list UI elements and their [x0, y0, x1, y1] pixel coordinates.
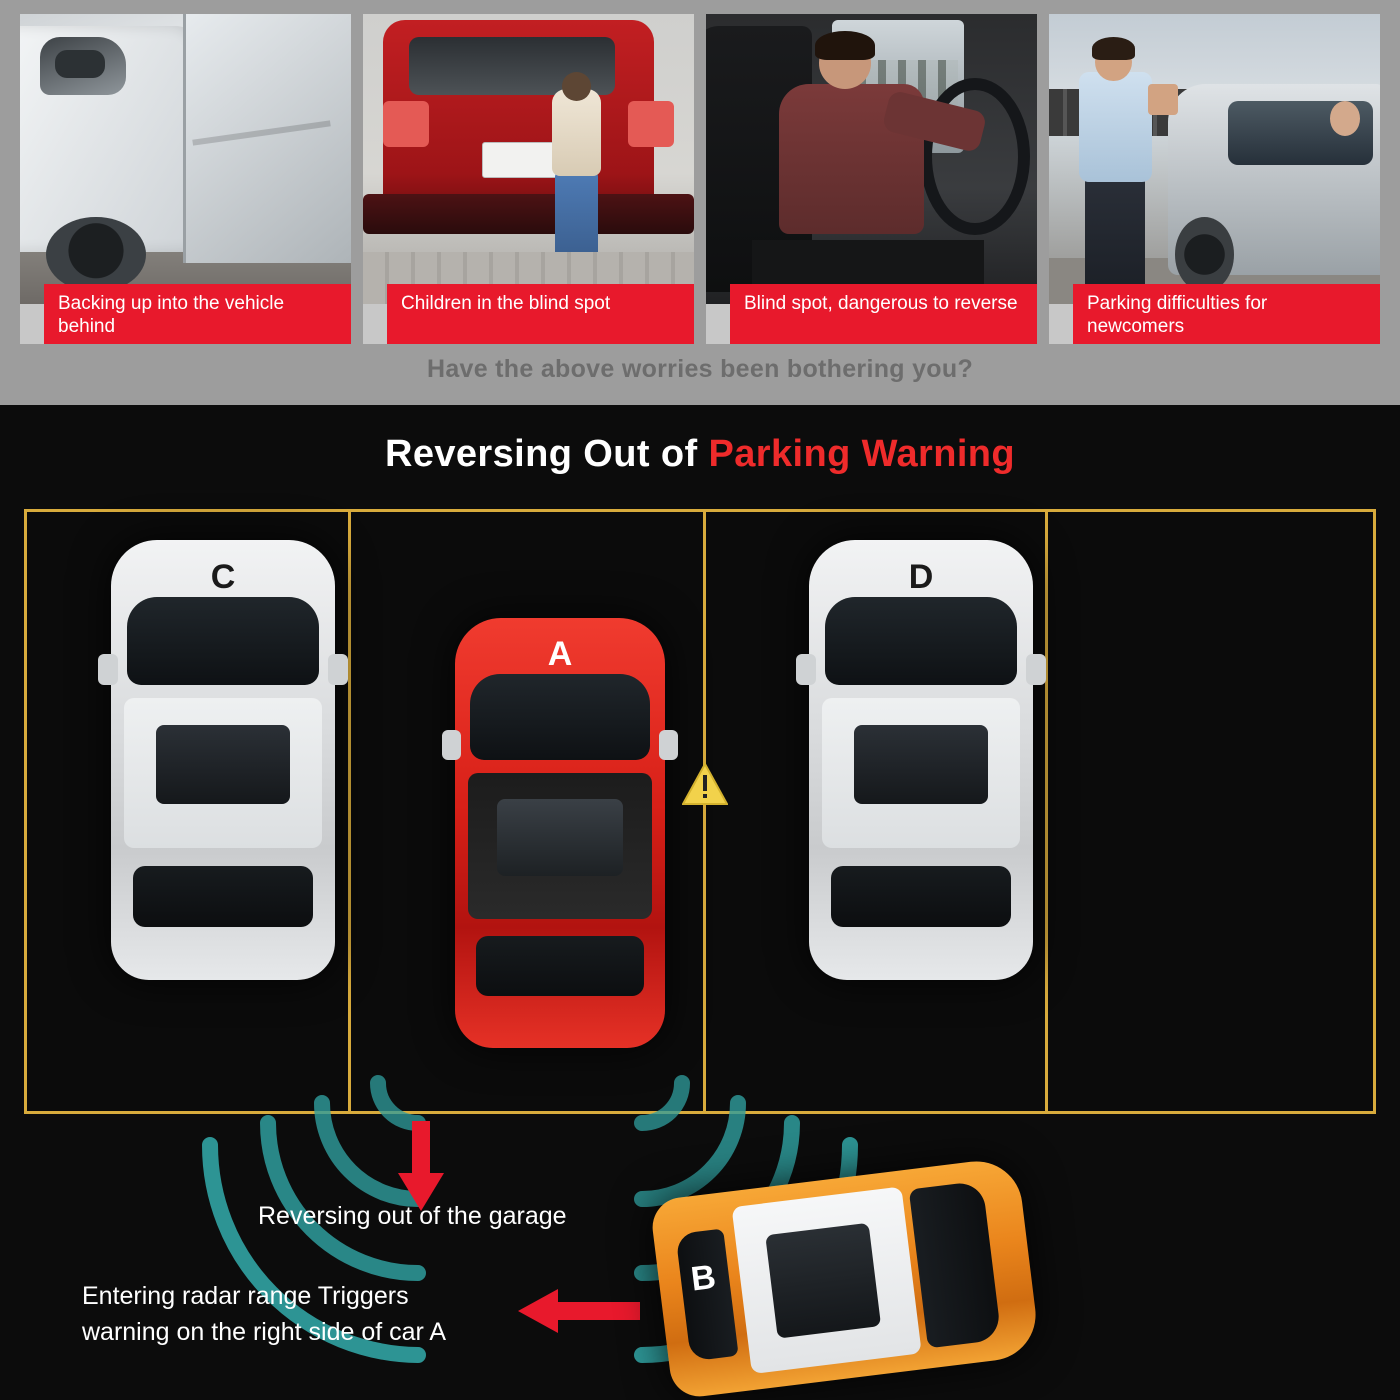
page-title-normal: Reversing Out of	[384, 433, 709, 475]
car-label: A	[547, 635, 573, 674]
mirror-icon	[98, 654, 118, 685]
worry-card	[1049, 14, 1380, 344]
worry-card	[363, 14, 694, 344]
car-a	[455, 618, 665, 1048]
red-down-arrow-icon	[398, 1121, 444, 1213]
entering-radar-line-1: Entering radar range Triggers	[82, 1282, 409, 1310]
worries-question: Have the above worries been bothering you?	[426, 355, 974, 383]
windshield	[909, 1181, 1002, 1349]
worry-card-caption: Children in the blind spot	[387, 284, 694, 344]
garage-diagram	[24, 509, 1376, 1114]
car-label: D	[908, 557, 934, 596]
mirror-icon	[328, 654, 348, 685]
parking-lot-instructor-photo	[1049, 14, 1380, 304]
mirror-icon	[1026, 654, 1046, 685]
page-title	[0, 433, 1400, 476]
sunroof	[765, 1223, 880, 1339]
car-d	[809, 540, 1033, 980]
worry-card-caption: Blind spot, dangerous to reverse	[730, 284, 1037, 344]
sunroof	[854, 725, 988, 804]
reversing-warning-section	[0, 405, 1400, 1400]
car-door-dent-photo	[20, 14, 351, 304]
warning-triangle-icon	[682, 762, 728, 806]
rear-window	[133, 866, 312, 928]
sunroof	[497, 799, 623, 876]
child-behind-red-suv-photo	[363, 14, 694, 304]
worry-card-list	[20, 14, 1380, 344]
driver-looking-back-photo	[706, 14, 1037, 304]
worry-card	[706, 14, 1037, 344]
car-c	[111, 540, 335, 980]
mirror-icon	[442, 730, 461, 760]
mirror-icon	[659, 730, 678, 760]
windshield	[825, 597, 1018, 685]
worry-card-caption: Parking difficulties for newcomers	[1073, 284, 1380, 344]
windshield	[127, 597, 320, 685]
bay-divider	[703, 512, 706, 1111]
rear-window	[831, 866, 1010, 928]
bay-divider	[1045, 512, 1048, 1111]
car-b	[649, 1156, 1041, 1400]
page-title-accent: Parking Warning	[708, 433, 1016, 475]
red-left-arrow-icon	[518, 1289, 640, 1333]
worry-card	[20, 14, 351, 344]
bay-divider	[348, 512, 351, 1111]
car-label: C	[210, 557, 236, 596]
sunroof	[156, 725, 290, 804]
windshield	[470, 674, 651, 760]
entering-radar-label	[82, 1278, 502, 1350]
worry-card-caption: Backing up into the vehicle behind	[44, 284, 351, 344]
mirror-icon	[796, 654, 816, 685]
worries-section	[0, 0, 1400, 405]
reversing-label: Reversing out of the garage	[258, 1202, 567, 1230]
rear-window	[476, 936, 644, 996]
car-label: B	[688, 1257, 718, 1299]
entering-radar-line-2: warning on the right side of car A	[82, 1318, 447, 1346]
